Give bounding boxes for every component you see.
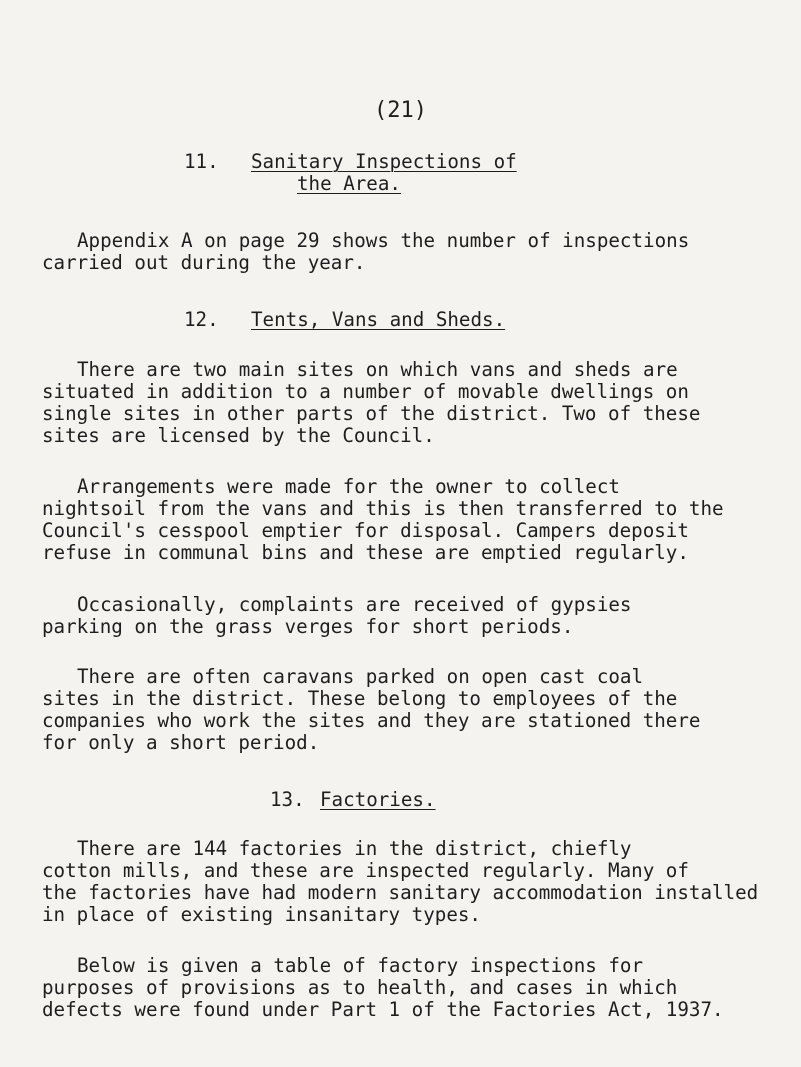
section-12-paragraph-2-line-1: Arrangements were made for the owner to collect xyxy=(77,475,620,498)
section-13-paragraph-1-line-4: in place of existing insanitary types. xyxy=(42,903,481,926)
section-12-heading: Tents, Vans and Sheds. xyxy=(251,308,506,331)
section-13-paragraph-1-line-1: There are 144 factories in the district, chiefly xyxy=(77,837,632,860)
section-12-paragraph-1-line-4: sites are licensed by the Council. xyxy=(42,424,435,447)
section-12-paragraph-1-line-1: There are two main sites on which vans and sheds are xyxy=(77,358,678,381)
section-11-paragraph-1-line-1: Appendix A on page 29 shows the number of inspections xyxy=(77,229,690,252)
section-12-paragraph-3-line-1: Occasionally, complaints are received of gypsies xyxy=(77,593,632,616)
section-12-paragraph-3-line-2: parking on the grass verges for short periods. xyxy=(42,615,574,638)
section-12-paragraph-2-line-4: refuse in communal bins and these are emptied regularly. xyxy=(42,541,689,564)
section-12-number: 12. xyxy=(184,308,219,331)
section-12-paragraph-2-line-3: Council's cesspool emptier for disposal. Campers deposit xyxy=(42,519,689,542)
section-11-number: 11. xyxy=(184,150,219,173)
section-13-number: 13. xyxy=(270,788,305,811)
section-12-paragraph-2-line-2: nightsoil from the vans and this is then transferred to the xyxy=(42,497,724,520)
page-number: (21) xyxy=(374,98,427,123)
section-12-paragraph-1-line-2: situated in addition to a number of movable dwellings on xyxy=(42,380,689,403)
section-12-paragraph-4-line-1: There are often caravans parked on open cast coal xyxy=(77,665,644,688)
section-11-heading-line1: Sanitary Inspections of xyxy=(251,150,517,173)
section-11-heading-line2: the Area. xyxy=(297,172,401,195)
section-12-paragraph-4-line-4: for only a short period. xyxy=(42,731,320,754)
section-13-paragraph-2-line-3: defects were found under Part 1 of the Factories Act, 1937. xyxy=(42,998,724,1021)
section-13-heading: Factories. xyxy=(320,788,436,811)
section-12-paragraph-1-line-3: single sites in other parts of the district. Two of these xyxy=(42,402,701,425)
section-13-paragraph-2-line-1: Below is given a table of factory inspections for xyxy=(77,954,644,977)
section-12-paragraph-4-line-2: sites in the district. These belong to employees of the xyxy=(42,687,678,710)
section-12-paragraph-4-line-3: companies who work the sites and they are stationed there xyxy=(42,709,701,732)
section-11-paragraph-1-line-2: carried out during the year. xyxy=(42,251,366,274)
section-13-paragraph-2-line-2: purposes of provisions as to health, and cases in which xyxy=(42,976,678,999)
section-13-paragraph-1-line-2: cotton mills, and these are inspected regularly. Many of xyxy=(42,859,689,882)
section-13-paragraph-1-line-3: the factories have had modern sanitary accommodation installed xyxy=(42,881,759,904)
